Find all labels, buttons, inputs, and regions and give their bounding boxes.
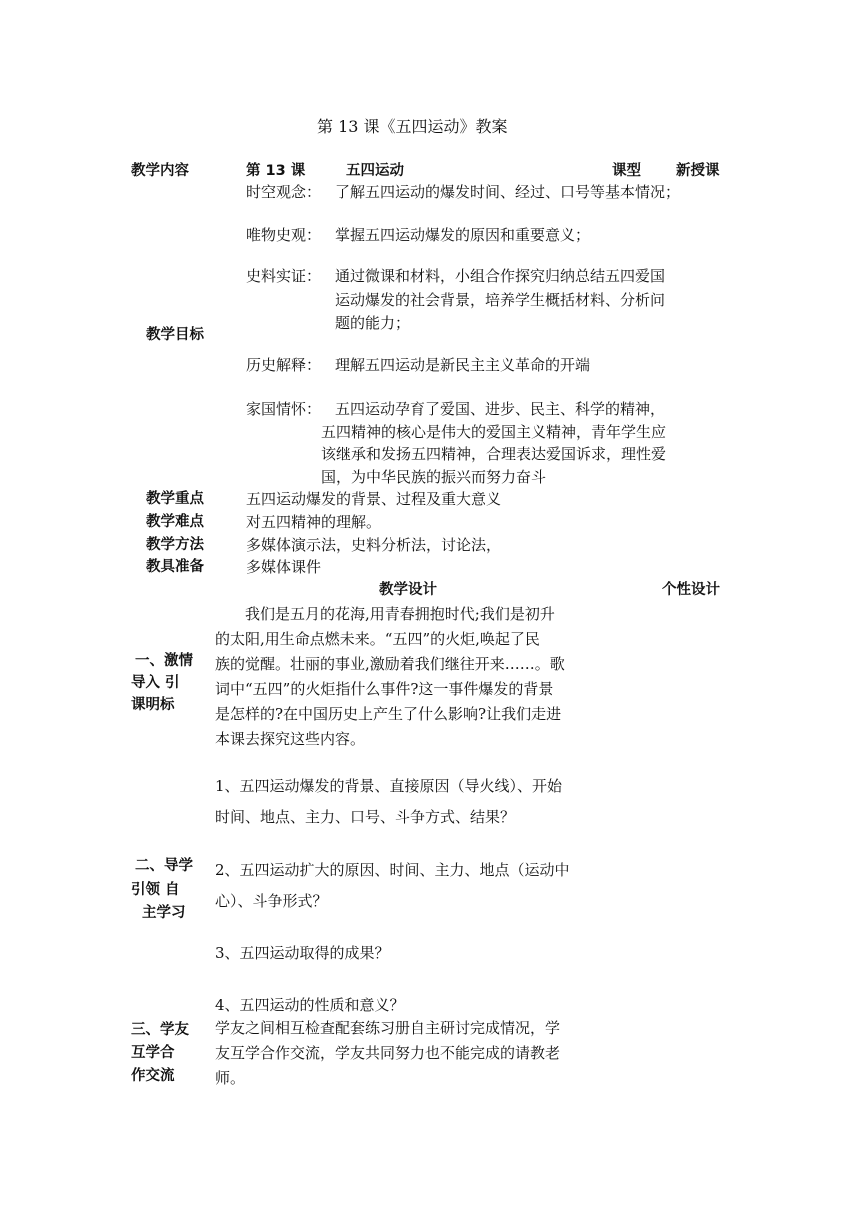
label-tools: 教具准备 — [146, 559, 204, 575]
section-label: 一、激情 — [135, 653, 193, 669]
lesson-type-value: 新授课 — [676, 163, 720, 179]
objective-line: 题的能力； — [335, 314, 411, 332]
intro-line: 的太阳,用生命点燃未来。“五四”的火炬,唤起了民 — [215, 630, 540, 648]
question-line: 2、五四运动扩大的原因、时间、主力、地点（运动中 — [215, 861, 570, 879]
cooperation-line: 学友之间相互检查配套练习册自主研讨完成情况，学 — [215, 1019, 561, 1037]
objective-line: 通过微课和材料，小组合作探究归纳总结五四爱国 — [335, 267, 666, 285]
objective-head: 历史解释： — [246, 356, 322, 374]
label-objectives: 教学目标 — [146, 327, 204, 343]
page-title: 第 13 课《五四运动》教案 — [317, 117, 508, 136]
intro-line: 我们是五月的花海,用青春拥抱时代;我们是初升 — [245, 605, 555, 623]
section-label: 二、导学 — [135, 858, 193, 874]
question-line: 4、五四运动的性质和意义？ — [215, 996, 405, 1014]
lesson-number: 第 13 课 — [246, 163, 306, 179]
section-label: 主学习 — [142, 905, 186, 921]
objective-head: 家国情怀： — [246, 400, 322, 418]
tools-value: 多媒体课件 — [246, 558, 322, 576]
objective-head: 史料实证： — [246, 267, 322, 285]
question-line: 1、五四运动爆发的背景、直接原因（导火线）、开始 — [215, 777, 563, 795]
objective-head: 唯物史观： — [246, 226, 322, 244]
objective-head: 时空观念： — [246, 183, 322, 201]
section-label: 导入 引 — [131, 675, 180, 691]
question-line: 时间、地点、主力、口号、斗争方式、结果？ — [215, 808, 516, 826]
question-line: 3、五四运动取得的成果？ — [215, 944, 390, 962]
objective-line: 了解五四运动的爆发时间、经过、口号等基本情况； — [335, 183, 681, 201]
objective-line: 国，为中华民族的振兴而努力奋斗 — [321, 468, 547, 486]
question-line: 心）、斗争形式？ — [215, 892, 328, 910]
lesson-name: 五四运动 — [346, 163, 404, 179]
section-label: 三、学友 — [131, 1022, 189, 1038]
label-lesson-type: 课型 — [612, 163, 641, 179]
intro-line: 族的觉醒。壮丽的事业,激励着我们继往开来……。歌 — [215, 655, 565, 673]
key-point-value: 五四运动爆发的背景、过程及重大意义 — [246, 490, 502, 508]
objective-line: 理解五四运动是新民主主义革命的开端 — [335, 356, 591, 374]
section-label: 引领 自 — [131, 882, 180, 898]
label-teaching-content: 教学内容 — [131, 163, 189, 179]
design-header: 教学设计 — [379, 582, 437, 598]
cooperation-line: 师。 — [215, 1069, 246, 1087]
intro-line: 本课去探究这些内容。 — [215, 730, 366, 748]
cooperation-line: 友互学合作交流，学友共同努力也不能完成的请教老 — [215, 1044, 561, 1062]
section-label: 作交流 — [131, 1068, 175, 1084]
label-difficulty: 教学难点 — [146, 514, 204, 530]
objective-line: 该继承和发扬五四精神，合理表达爱国诉求，理性爱 — [321, 445, 667, 463]
difficulty-value: 对五四精神的理解。 — [246, 513, 382, 531]
intro-line: 词中“五四”的火炬指什么事件?这一事件爆发的背景 — [215, 680, 554, 698]
label-key-point: 教学重点 — [146, 491, 204, 507]
section-label: 互学合 — [131, 1045, 175, 1061]
objective-line: 掌握五四运动爆发的原因和重要意义； — [335, 226, 591, 244]
objective-line: 五四运动孕育了爱国、进步、民主、科学的精神， — [335, 400, 666, 418]
personal-design-header: 个性设计 — [662, 582, 720, 598]
section-label: 课明标 — [131, 697, 175, 713]
intro-line: 是怎样的?在中国历史上产生了什么影响?让我们走进 — [215, 705, 562, 723]
method-value: 多媒体演示法，史料分析法，讨论法， — [246, 536, 502, 554]
objective-line: 运动爆发的社会背景，培养学生概括材料、分析问 — [335, 291, 666, 309]
label-method: 教学方法 — [146, 537, 204, 553]
objective-line: 五四精神的核心是伟大的爱国主义精神，青年学生应 — [321, 423, 667, 441]
